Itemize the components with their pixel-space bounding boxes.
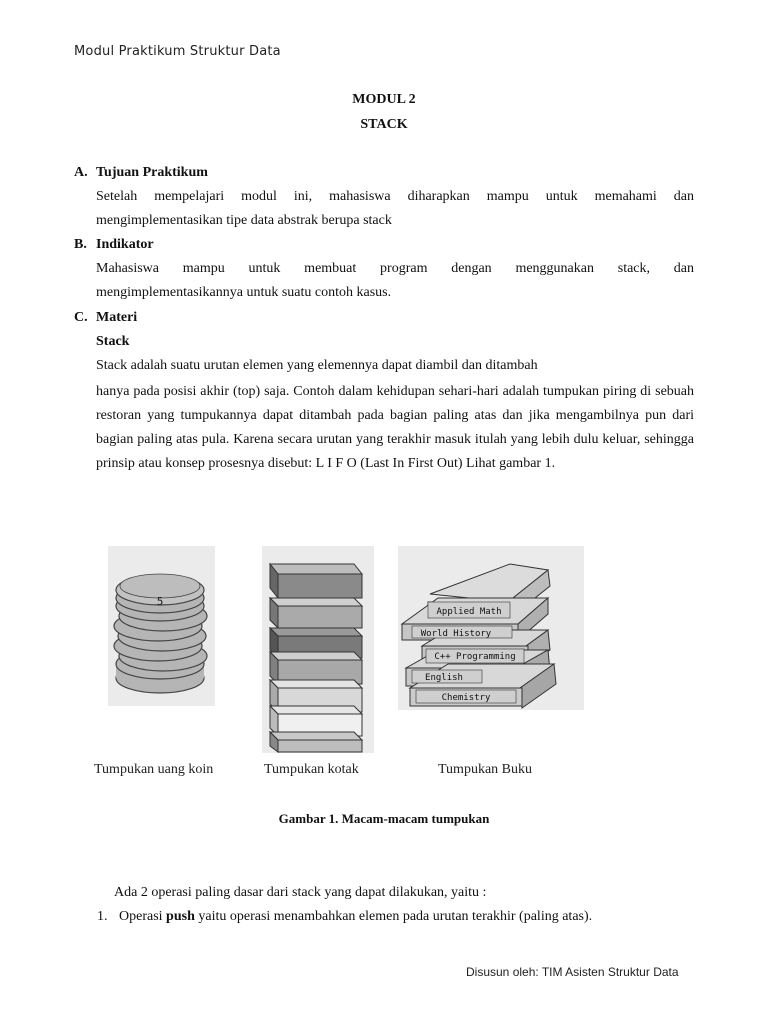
section-b-text-line2: mengimplementasikannya untuk suatu contoh kasus. xyxy=(96,285,392,300)
running-header: Modul Praktikum Struktur Data xyxy=(74,44,281,59)
list-item-1 xyxy=(119,909,592,925)
operations-intro: Ada 2 operasi paling dasar dari stack yang dapat dilakukan, yaitu : xyxy=(114,885,487,900)
book-stack-image xyxy=(398,546,584,710)
module-title: STACK xyxy=(360,117,408,132)
coin-stack-illustration xyxy=(108,546,215,706)
book-label-cpp-programming: C++ Programming xyxy=(434,652,516,662)
book-label-chemistry: Chemistry xyxy=(441,693,491,703)
caption-boxes: Tumpukan kotak xyxy=(264,762,359,777)
list-item-1-prefix: Operasi xyxy=(119,909,167,924)
section-b-text-line1: Mahasiswa mampu untuk membuat program dengan menggunakan stack, dan xyxy=(96,261,694,276)
footer-credit: Disusun oleh: TIM Asisten Struktur Data xyxy=(466,965,679,979)
list-item-1-text: yaitu operasi menambahkan elemen pada urutan terakhir (paling atas). xyxy=(194,909,593,924)
book-label-applied-math: Applied Math xyxy=(436,607,502,617)
section-a-letter: A. xyxy=(74,165,88,180)
module-number: MODUL 2 xyxy=(352,92,416,107)
section-a-title: Tujuan Praktikum xyxy=(96,165,208,180)
caption-books: Tumpukan Buku xyxy=(438,762,533,777)
section-c-subtitle: Stack xyxy=(96,334,130,349)
box-stack-image xyxy=(262,546,374,753)
list-item-1-keyword: push xyxy=(166,909,195,924)
section-c-text-line1: Stack adalah suatu urutan elemen yang elemennya dapat diambil dan ditambah xyxy=(96,358,538,373)
book-label-english: English xyxy=(425,673,463,683)
section-a-text-line2: mengimplementasikan tipe data abstrak berupa stack xyxy=(96,213,392,228)
coin-top-label: 5 xyxy=(156,595,164,608)
figure-caption: Gambar 1. Macam-macam tumpukan xyxy=(278,811,490,826)
section-c-title: Materi xyxy=(96,310,138,325)
section-c-paragraph: hanya pada posisi akhir (top) saja. Contoh dalam kehidupan sehari-hari adalah tumpukan piring di sebuah restoran yang tumpukannya dapat ditambah pada bagian paling atas dan jika mengambilnya pun dari bagian paling atas pula. Karena secara urutan yang terakhir masuk itulah yang lebih dulu keluar, sehingga prinsip atau konsep prosesnya disebut: L I F O (Last In First Out) Lihat gambar 1. xyxy=(96,384,694,471)
list-item-1-number: 1. xyxy=(97,909,108,924)
section-c-letter: C. xyxy=(74,310,88,325)
section-b-title: Indikator xyxy=(96,237,154,252)
section-a-text-line1: Setelah mempelajari modul ini, mahasiswa diharapkan mampu untuk memahami dan xyxy=(96,189,694,204)
book-stack-illustration xyxy=(398,546,584,710)
coin-stack-image xyxy=(108,546,215,706)
section-b-letter: B. xyxy=(74,237,87,252)
book-label-world-history: World History xyxy=(420,629,492,639)
box-stack-illustration xyxy=(262,546,374,753)
caption-coins: Tumpukan uang koin xyxy=(94,762,214,777)
